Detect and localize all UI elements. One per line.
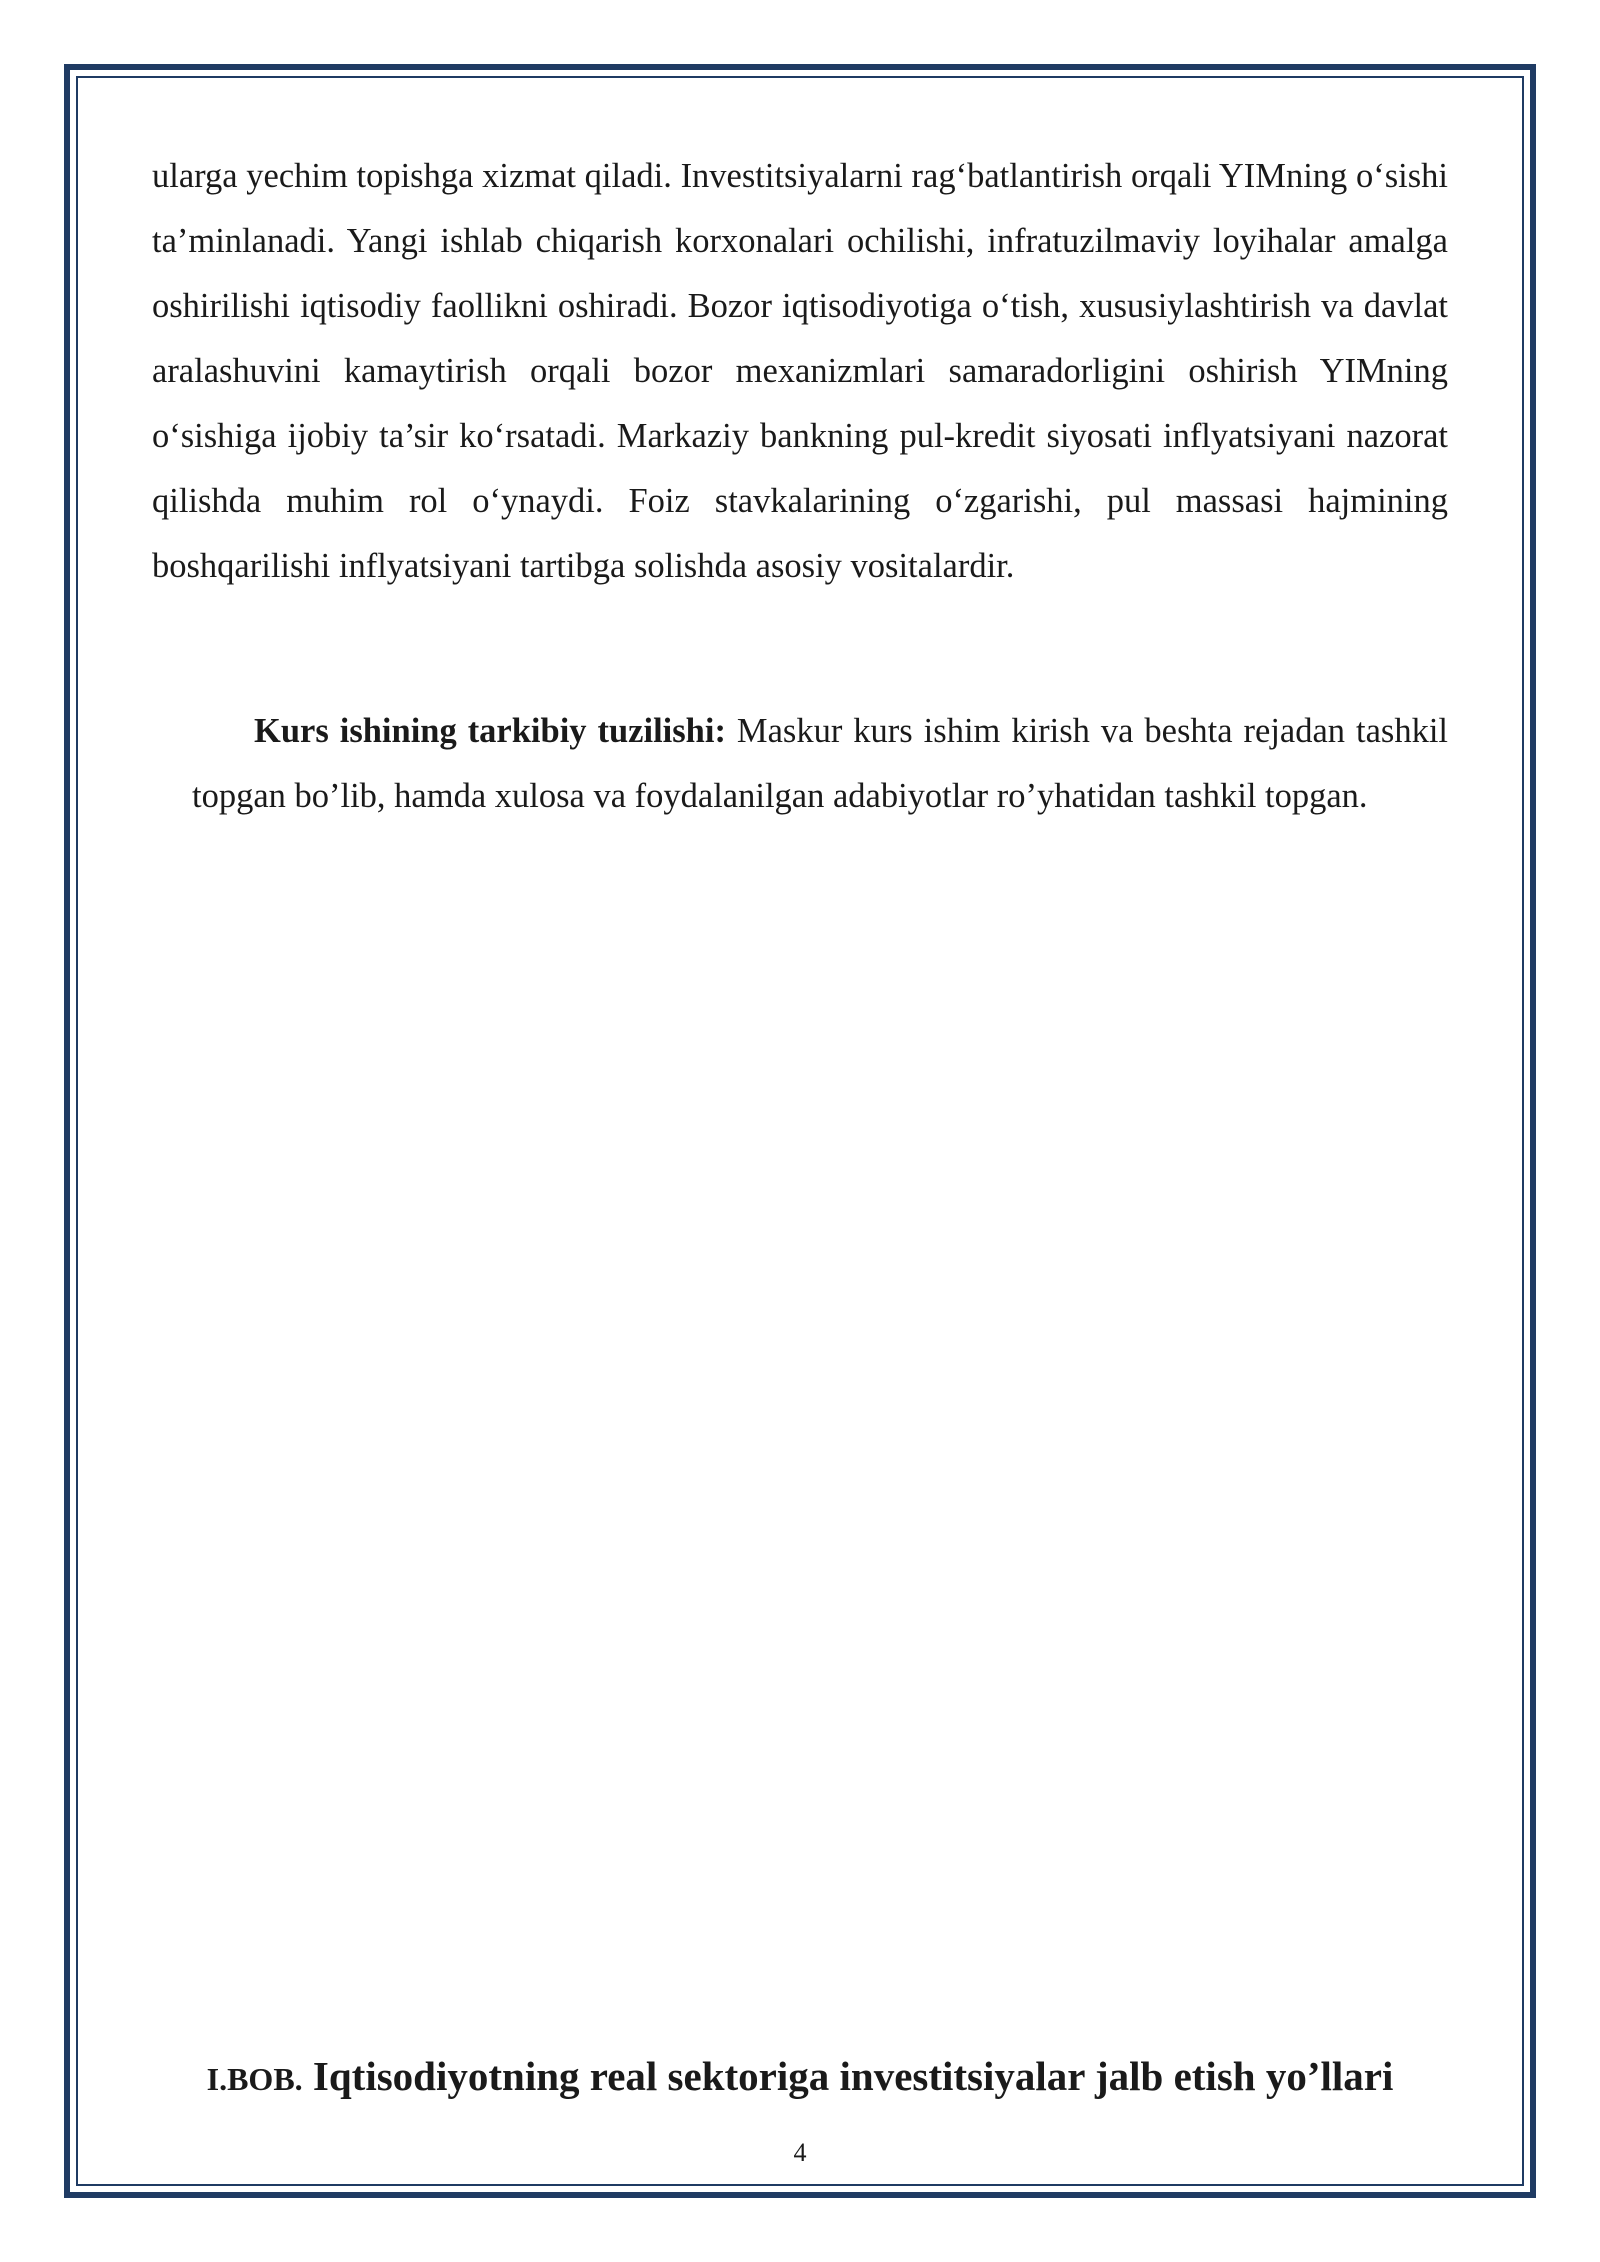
chapter-prefix: I.BOB. (206, 2061, 303, 2097)
page-number: 4 (793, 2138, 807, 2167)
structure-text: Maskur kurs ishim kirish va beshta rejadan tashkil topgan bo’lib, hamda xulosa va foydalanilgan adabiyotlar ro’yhatidan tashkil topgan. (192, 712, 1448, 815)
structure-heading: Kurs ishining tarkibiy tuzilishi: (254, 712, 726, 750)
chapter-heading (152, 2052, 1448, 2100)
body-paragraph-2 (192, 699, 1448, 829)
chapter-title: Iqtisodiyotning real sektoriga investitsiyalar jalb etish yo’llari (302, 2053, 1394, 2099)
body-paragraph-1: ularga yechim topishga xizmat qiladi. Investitsiyalarni rag‘batlantirish orqali YIMning o‘sishi ta’minlanadi. Yangi ishlab chiqarish korxonalari ochilishi, infratuzilmaviy loyihalar amalga oshirilishi iqtisodiy faollikni oshiradi. Bozor iqtisodiyotiga o‘tish, xususiylashtirish va davlat aralashuvini kamaytirish orqali bozor mexanizmlari samaradorligini oshirish YIMning o‘sishiga ijobiy ta’sir ko‘rsatadi. Markaziy bankning pul-kredit siyosati inflyatsiyani nazorat qilishda muhim rol o‘ynaydi. Foiz stavkalarining o‘zgarishi, pul massasi hajmining boshqarilishi inflyatsiyani tartibga solishda asosiy vositalardir. (152, 157, 1448, 585)
